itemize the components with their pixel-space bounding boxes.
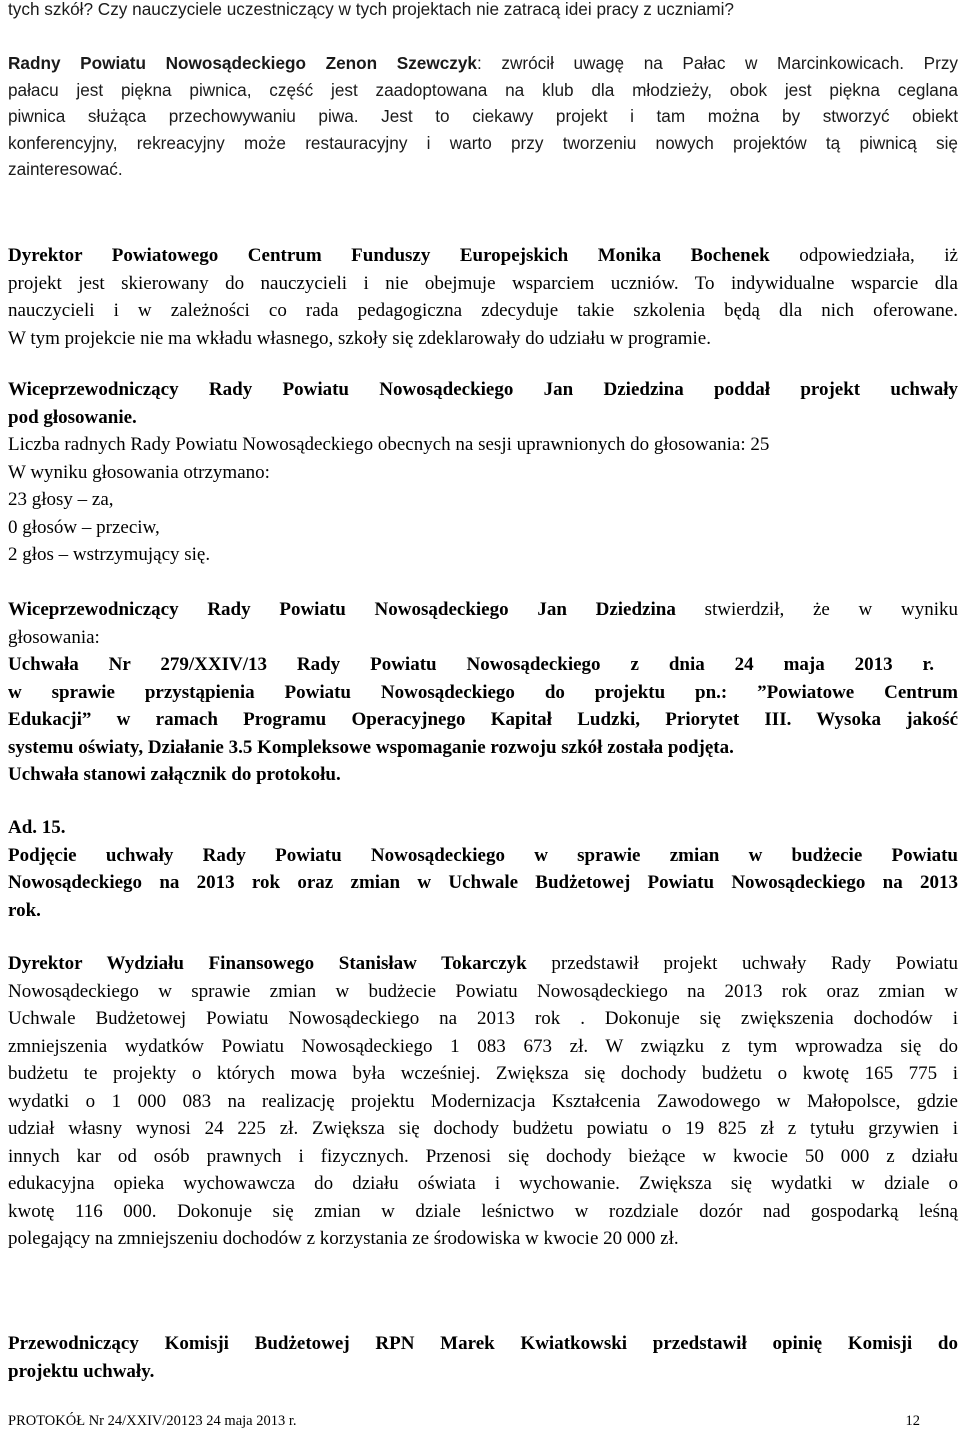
- text-line: wydatki o 1 000 083 na realizację projektu Modernizacja Kształcenia Zawodowego w Małopolsce, gdzie: [8, 1090, 958, 1112]
- page-number: 12: [905, 1413, 920, 1429]
- text-line: polegający na zmniejszeniu dochodów z korzystania ze środowiska w kwocie 20 000 zł.: [8, 1228, 679, 1249]
- paragraph-bochenek: [8, 242, 958, 352]
- vote-for: 23 głosy – za,: [8, 489, 114, 510]
- resolution-number: Uchwała Nr 279/XXIV/13 Rady Powiatu Nowosądeckiego z dnia 24 maja 2013 r.: [8, 654, 934, 675]
- footer-protocol-label: PROTOKÓŁ Nr 24/XXIV/20123 24 maja 2013 r.: [8, 1413, 297, 1429]
- text-line: pałacu jest piękna piwnica, część jest zaadoptowana na klub dla młodzieży, obok jest piękna ceglana: [8, 79, 958, 100]
- text-line: Wiceprzewodniczący Rady Powiatu Nowosądeckiego Jan Dziedzina stwierdził, że w wyniku: [8, 599, 959, 620]
- text-line: edukacyjna opieka wychowawcza do działu oświata i wychowanie. Zwiększa się wydatki w dziale o: [8, 1173, 958, 1194]
- text-line: Dyrektor Wydziału Finansowego Stanisław Tokarczyk przedstawił projekt uchwały Rady Powiatu: [8, 953, 958, 974]
- text-line: W wyniku głosowania otrzymano:: [8, 461, 270, 483]
- text-line: budżetu te projekty o których mowa była wcześniej. Zwiększa się dochody budżetu o kwotę 165 775 i: [8, 1063, 958, 1084]
- speaker-name: Wiceprzewodniczący Rady Powiatu Nowosądeckiego Jan Dziedzina: [8, 599, 676, 620]
- text-line: systemu oświaty, Działanie 3.5 Kompleksowe wspomaganie rozwoju szkół została podjęta.: [8, 736, 734, 758]
- text-line: Edukacji” w ramach Programu Operacyjnego Kapitał Ludzki, Priorytet III. Wysoka jakość: [8, 709, 958, 730]
- speaker-name: Dyrektor Powiatowego Centrum Funduszy Europejskich Monika Bochenek: [8, 245, 770, 266]
- text-line: zmniejszenia wydatków Powiatu Nowosądeckiego 1 083 673 zł. W związku z tym wprowadza się do: [8, 1035, 958, 1057]
- paragraph-vote: [8, 376, 958, 569]
- text-line: nauczycieli i w zależności co rada pedagogiczna zdecyduje takie szkolenia będą dla nich oferowane.: [8, 300, 958, 321]
- text-line: Przewodniczący Komisji Budżetowej RPN Marek Kwiatkowski przedstawił opinię Komisji do: [8, 1333, 958, 1354]
- paragraph-tokarczyk: [8, 950, 958, 1253]
- text-line: konferencyjny, rekreacyjny może restauracyjny i warto przy tworzeniu nowych projektów tą piwnicą się: [8, 132, 958, 153]
- agenda-title-line: Podjęcie uchwały Rady Powiatu Nowosądeckiego w sprawie zmian w budżecie Powiatu: [8, 844, 958, 866]
- text-line: głosowania:: [8, 626, 100, 648]
- text-line: W tym projekcie nie ma wkładu własnego, szkoły się zdeklarowały do udziału w programie.: [8, 327, 711, 349]
- paragraph-question-continuation: [8, 0, 958, 23]
- text-line: Dyrektor Powiatowego Centrum Funduszy Europejskich Monika Bochenek odpowiedziała, iż: [8, 245, 958, 266]
- text-line: innych kar od osób prawnych i fizycznych. Przenosi się dochody bieżące w kwocie 50 000 z działu: [8, 1145, 958, 1167]
- agenda-item-15: [8, 814, 958, 924]
- text-line: Nowosądeckiego w sprawie zmian w budżecie Powiatu Nowosądeckiego na 2013 rok oraz zmian w: [8, 980, 958, 1002]
- text-line: w sprawie przystąpienia Powiatu Nowosądeckiego do projektu pn.: ”Powiatowe Centrum: [8, 681, 958, 703]
- agenda-number: Ad. 15.: [8, 817, 66, 838]
- speaker-name: Radny Powiatu Nowosądeckiego Zenon Szewczyk: [8, 53, 477, 73]
- text-line: Uchwale Budżetowej Powiatu Nowosądeckiego na 2013 rok . Dokonuje się zwiększenia dochodów i: [8, 1008, 958, 1029]
- text-line: tych szkół? Czy nauczyciele uczestniczący w tych projektach nie zatracą idei pracy z uczniami?: [8, 0, 734, 19]
- vote-abstain: 2 głos – wstrzymujący się.: [8, 544, 211, 565]
- text-line: projektu uchwały.: [8, 1360, 155, 1382]
- text-line: Wiceprzewodniczący Rady Powiatu Nowosądeckiego Jan Dziedzina poddał projekt uchwały: [8, 379, 958, 400]
- text-line: kwotę 116 000. Dokonuje się zmian w dziale leśnictwo w rozdziale dozór nad gospodarką leśną: [8, 1200, 958, 1222]
- paragraph-kwiatkowski: [8, 1330, 958, 1385]
- text-line: Liczba radnych Rady Powiatu Nowosądeckiego obecnych na sesji uprawnionych do głosowania: 25: [8, 434, 770, 455]
- speaker-name: Dyrektor Wydziału Finansowego Stanisław Tokarczyk: [8, 953, 527, 974]
- text-line: Radny Powiatu Nowosądeckiego Zenon Szewczyk: zwrócił uwagę na Pałac w Marcinkowicach. Przy: [8, 53, 958, 73]
- text-line: projekt jest skierowany do nauczycieli i nie obejmuje wsparciem uczniów. To indywidualne wsparcie dla: [8, 272, 958, 294]
- paragraph-resolution: [8, 596, 958, 789]
- agenda-title-line: Nowosądeckiego na 2013 rok oraz zmian w Uchwale Budżetowej Powiatu Nowosądeckiego na 2013: [8, 872, 958, 893]
- paragraph-szewczyk: [8, 50, 958, 183]
- text-line: Uchwała stanowi załącznik do protokołu.: [8, 764, 341, 785]
- agenda-title-line: rok.: [8, 899, 41, 921]
- text-line: pod głosowanie.: [8, 406, 137, 428]
- text-line: piwnica służąca przechowywaniu piwa. Jest to ciekawy projekt i tam można by stworzyć obiekt: [8, 106, 958, 126]
- vote-against: 0 głosów – przeciw,: [8, 516, 160, 538]
- text-line: zainteresować.: [8, 159, 123, 179]
- text-line: udział własny wynosi 24 225 zł. Zwiększa się dochody budżetu powiatu o 19 825 zł z tytułu grzywien i: [8, 1118, 958, 1139]
